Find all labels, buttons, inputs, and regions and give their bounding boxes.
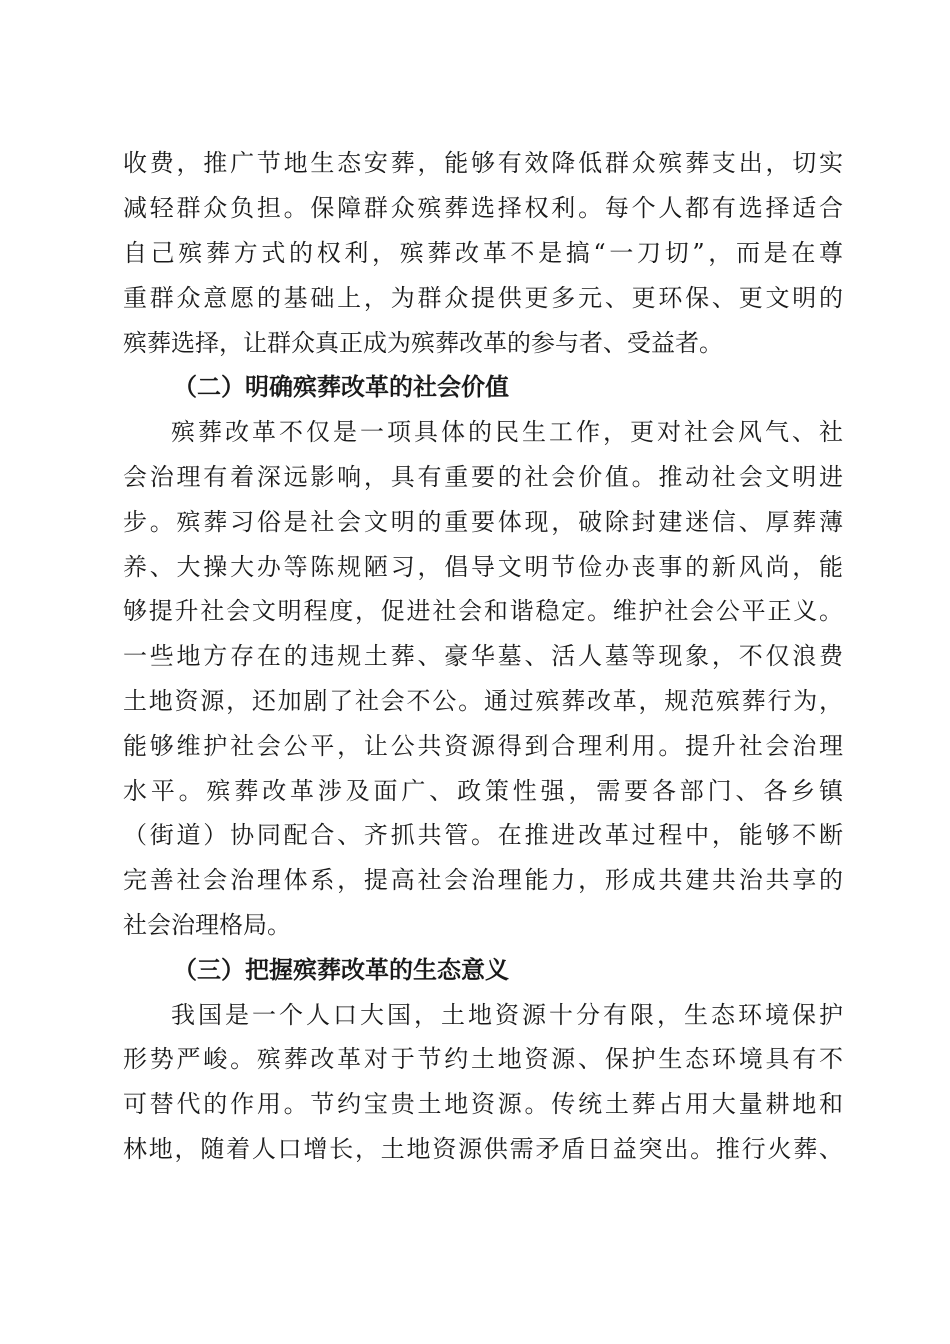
body-text-line: 完善社会治理体系，提高社会治理能力，形成共建共治共享的 bbox=[123, 866, 843, 894]
section-heading-2: （二）明确殡葬改革的社会价值 bbox=[173, 372, 509, 401]
body-text-line: 形势严峻。殡葬改革对于节约土地资源、保护生态环境具有不 bbox=[123, 1045, 843, 1073]
body-text-line: 步。殡葬习俗是社会文明的重要体现，破除封建迷信、厚葬薄 bbox=[123, 508, 843, 536]
body-text-line: 水平。殡葬改革涉及面广、政策性强，需要各部门、各乡镇 bbox=[123, 777, 843, 805]
body-text-line: 社会治理格局。 bbox=[123, 911, 291, 939]
body-text-line: 林地，随着人口增长，土地资源供需矛盾日益突出。推行火葬、 bbox=[123, 1135, 843, 1163]
body-text-line: 养、大操大办等陈规陋习，倡导文明节俭办丧事的新风尚，能 bbox=[123, 553, 843, 581]
paragraph-first-line: 殡葬改革不仅是一项具体的民生工作，更对社会风气、社 bbox=[171, 418, 843, 446]
body-text-line: 可替代的作用。节约宝贵土地资源。传统土葬占用大量耕地和 bbox=[123, 1090, 843, 1118]
section-heading-3: （三）把握殡葬改革的生态意义 bbox=[173, 955, 509, 984]
body-text-line: 土地资源，还加剧了社会不公。通过殡葬改革，规范殡葬行为， bbox=[123, 687, 843, 715]
body-text-line: （街道）协同配合、齐抓共管。在推进改革过程中，能够不断 bbox=[123, 821, 843, 849]
body-text-line: 能够维护社会公平，让公共资源得到合理利用。提升社会治理 bbox=[123, 732, 843, 760]
body-text-line: 一些地方存在的违规土葬、豪华墓、活人墓等现象，不仅浪费 bbox=[123, 642, 843, 670]
body-text-line: 减轻群众负担。保障群众殡葬选择权利。每个人都有选择适合 bbox=[123, 194, 843, 222]
body-text-line: 自己殡葬方式的权利，殡葬改革不是搞“一刀切”，而是在尊 bbox=[123, 239, 843, 267]
body-text-line: 重群众意愿的基础上，为群众提供更多元、更环保、更文明的 bbox=[123, 284, 843, 312]
body-text-line: 收费，推广节地生态安葬，能够有效降低群众殡葬支出，切实 bbox=[123, 149, 843, 177]
paragraph-first-line: 我国是一个人口大国，土地资源十分有限，生态环境保护 bbox=[171, 1001, 843, 1029]
body-text-line: 会治理有着深远影响，具有重要的社会价值。推动社会文明进 bbox=[123, 463, 843, 491]
body-text-line: 够提升社会文明程度，促进社会和谐稳定。维护社会公平正义。 bbox=[123, 597, 843, 625]
body-text-line: 殡葬选择，让群众真正成为殡葬改革的参与者、受益者。 bbox=[123, 329, 723, 357]
